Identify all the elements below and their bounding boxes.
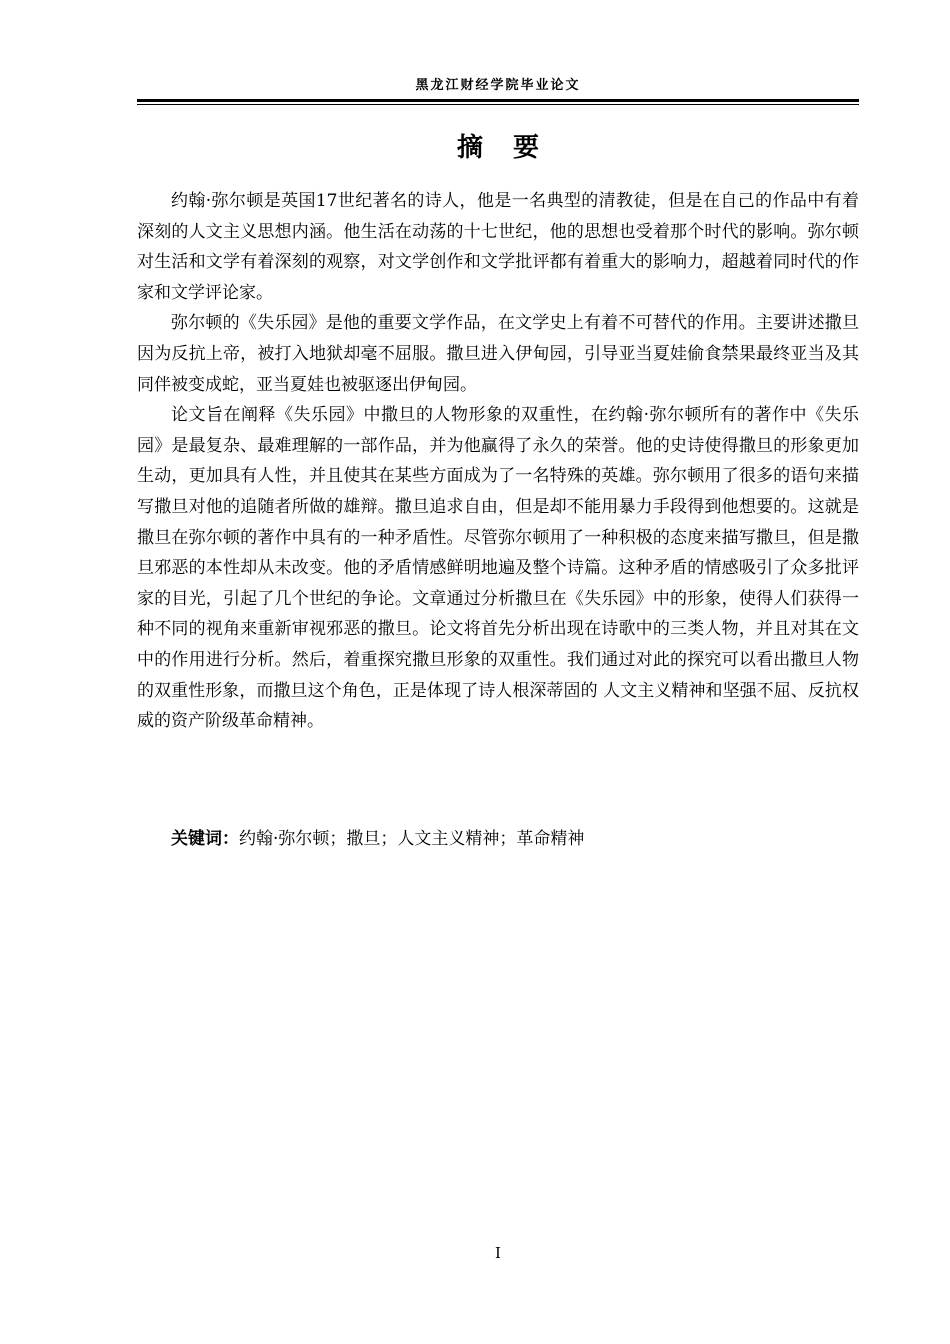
abstract-body: [137, 186, 859, 737]
page-number: I: [495, 1244, 501, 1262]
running-header: 黑龙江财经学院毕业论文: [415, 78, 581, 93]
keywords-line: [137, 824, 859, 854]
abstract-paragraph-1: 约翰·弥尔顿是英国17世纪著名的诗人，他是一名典型的清教徒，但是在自己的作品中有着深刻的人文主义思想内涵。他生活在动荡的十七世纪，他的思想也受着那个时代的影响。弥尔顿对生活和文学有着深刻的观察，对文学创作和文学批评都有着重大的影响力，超越着同时代的作家和文学评论家。: [137, 191, 859, 303]
keywords-value: 约翰·弥尔顿；撒旦；人文主义精神；革命精神: [239, 829, 585, 849]
abstract-paragraph-2: 弥尔顿的《失乐园》是他的重要文学作品，在文学史上有着不可替代的作用。主要讲述撒旦因为反抗上帝，被打入地狱却毫不屈服。撒旦进入伊甸园，引导亚当夏娃偷食禁果最终亚当及其同伴被变成蛇，亚当夏娃也被驱逐出伊甸园。: [137, 313, 859, 395]
keywords-label: 关键词：: [171, 829, 239, 849]
header-rule-thin: [137, 104, 859, 105]
header-rule-thick: [137, 99, 859, 102]
abstract-title: 摘要: [456, 133, 569, 163]
abstract-paragraph-3: 论文旨在阐释《失乐园》中撒旦的人物形象的双重性，在约翰·弥尔顿所有的著作中《失乐园》是最复杂、最难理解的一部作品，并为他赢得了永久的荣誉。他的史诗使得撒旦的形象更加生动，更加具有人性，并且使其在某些方面成为了一名特殊的英雄。弥尔顿用了很多的语句来描写撒旦对他的追随者所做的雄辩。撒旦追求自由，但是却不能用暴力手段得到他想要的。这就是撒旦在弥尔顿的著作中具有的一种矛盾性。尽管弥尔顿用了一种积极的态度来描写撒旦，但是撒旦邪恶的本性却从未改变。他的矛盾情感鲜明地遍及整个诗篇。这种矛盾的情感吸引了众多批评家的目光，引起了几个世纪的争论。文章通过分析撒旦在《失乐园》中的形象，使得人们获得一种不同的视角来重新审视邪恶的撒旦。论文将首先分析出现在诗歌中的三类人物，并且对其在文中的作用进行分析。然后，着重探究撒旦形象的双重性。我们通过对此的探究可以看出撒旦人物的双重性形象，而撒旦这个角色，正是体现了诗人根深蒂固的 人文主义精神和坚强不屈、反抗权威的资产阶级革命精神。: [137, 405, 859, 732]
